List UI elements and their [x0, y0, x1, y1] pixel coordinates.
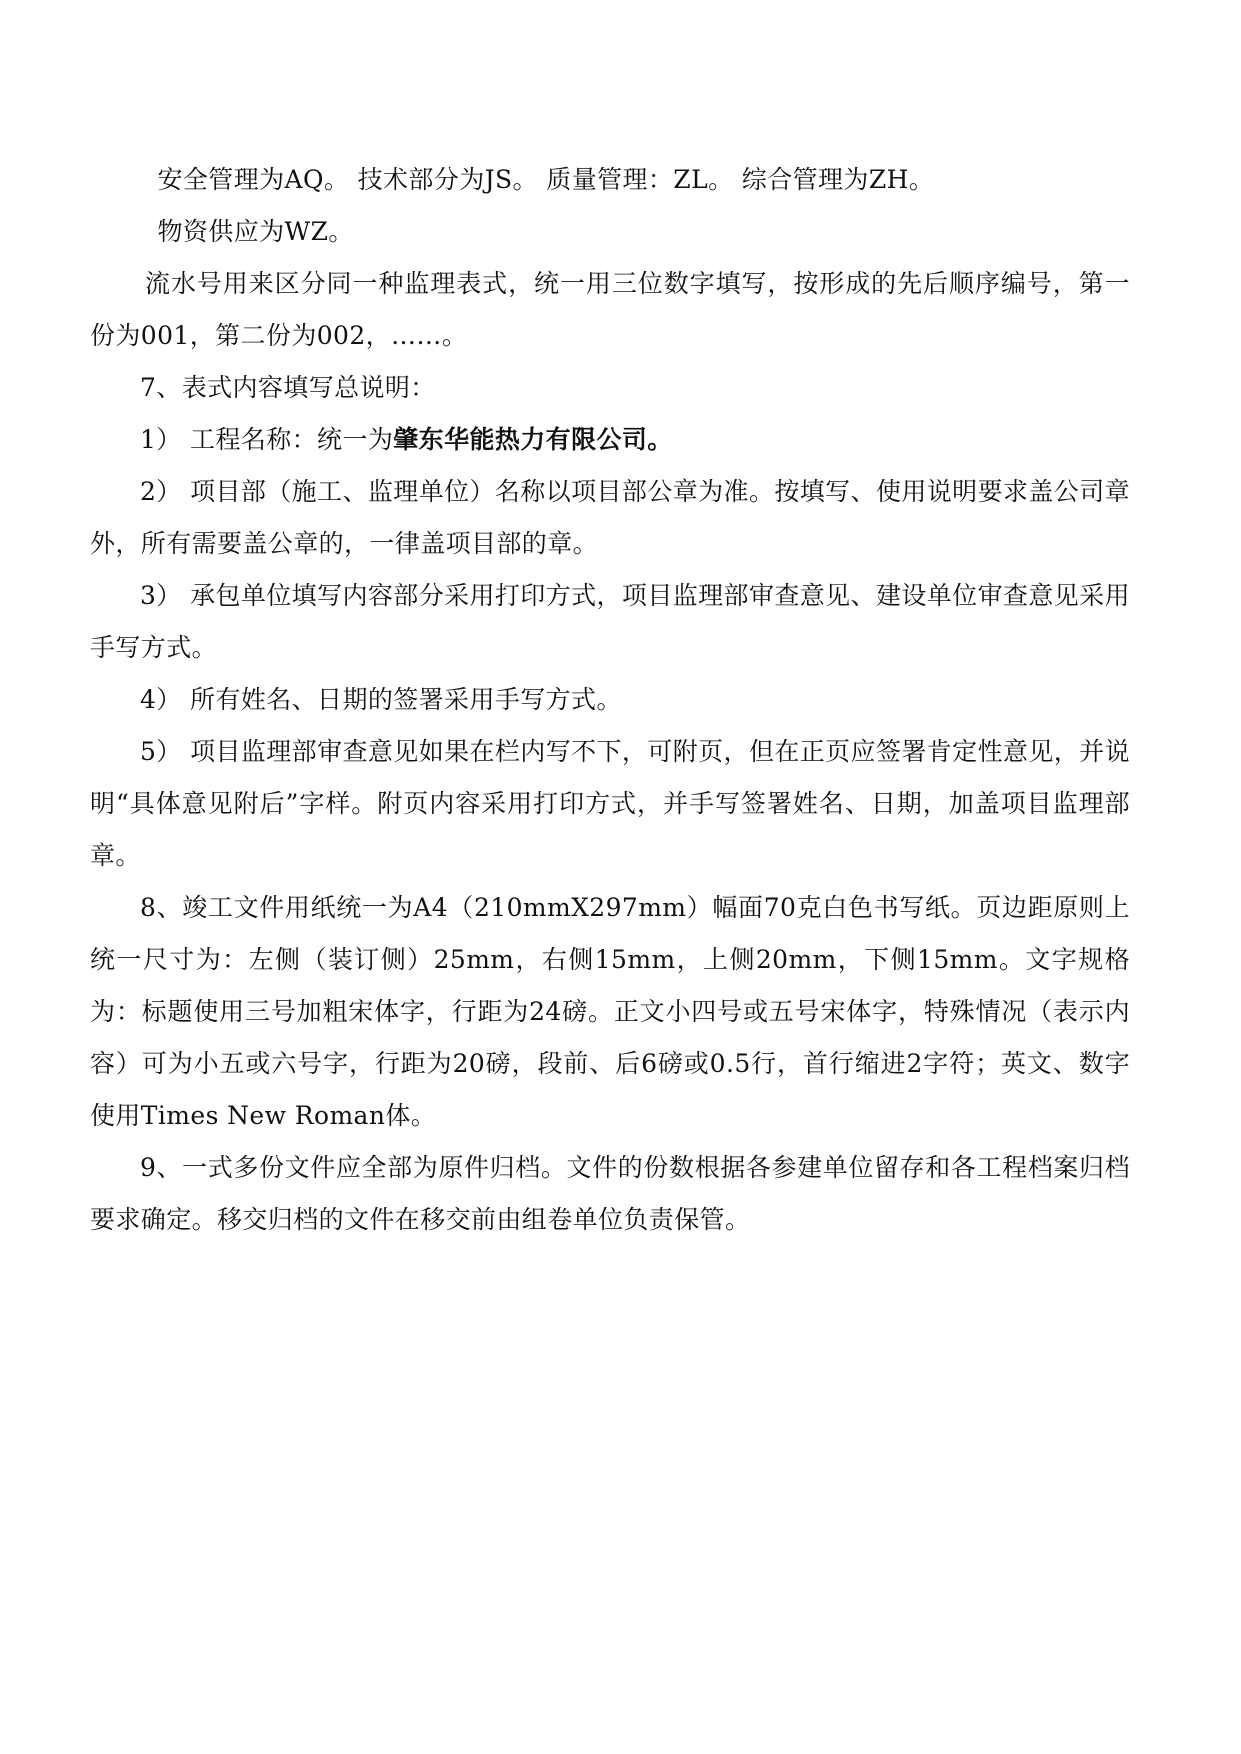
project-name-value: 肇东华能热力有限公司。 [393, 425, 673, 454]
paragraph-item-7-1 [90, 414, 1130, 466]
paragraph-item-7-2: 2） 项目部（施工、监理单位）名称以项目部公章为准。按填写、使用说明要求盖公司章外，所有需要盖公章的，一律盖项目部的章。 [90, 477, 1130, 558]
paragraph-department-codes: 安全管理为AQ。 技术部分为JS。 质量管理：ZL。 综合管理为ZH。 [157, 165, 935, 194]
document-body [90, 154, 1130, 1246]
paragraph-item-7-5: 5） 项目监理部审查意见如果在栏内写不下，可附页，但在正页应签署肯定性意见，并说明“具体意见附后”字样。附页内容采用打印方式，并手写签署姓名、日期，加盖项目监理部章。 [90, 737, 1130, 870]
paragraph-serial-number: 流水号用来区分同一种监理表式，统一用三位数字填写，按形成的先后顺序编号，第一份为001，第二份为002，……。 [90, 269, 1130, 350]
paragraph-item-7-3: 3） 承包单位填写内容部分采用打印方式，项目监理部审查意见、建设单位审查意见采用手写方式。 [90, 581, 1130, 662]
project-name-label: 1） 工程名称：统一为 [140, 425, 394, 454]
paragraph-item-7-heading: 7、表式内容填写总说明： [140, 373, 436, 402]
paragraph-item-7-4: 4） 所有姓名、日期的签署采用手写方式。 [140, 685, 622, 714]
paragraph-item-9: 9、一式多份文件应全部为原件归档。文件的份数根据各参建单位留存和各工程档案归档要求确定。移交归档的文件在移交前由组卷单位负责保管。 [90, 1153, 1130, 1234]
paragraph-supply-code: 物资供应为WZ。 [157, 217, 354, 246]
paragraph-item-8: 8、竣工文件用纸统一为A4（210mmX297mm）幅面70克白色书写纸。页边距原则上统一尺寸为：左侧（装订侧）25mm，右侧15mm，上侧20mm，下侧15mm。文字规格为：标题使用三号加粗宋体字，行距为24磅。正文小四号或五号宋体字，特殊情况（表示内容）可为小五或六号字，行距为20磅，段前、后6磅或0.5行，首行缩进2字符；英文、数字使用Times New Roman体。 [90, 893, 1130, 1130]
